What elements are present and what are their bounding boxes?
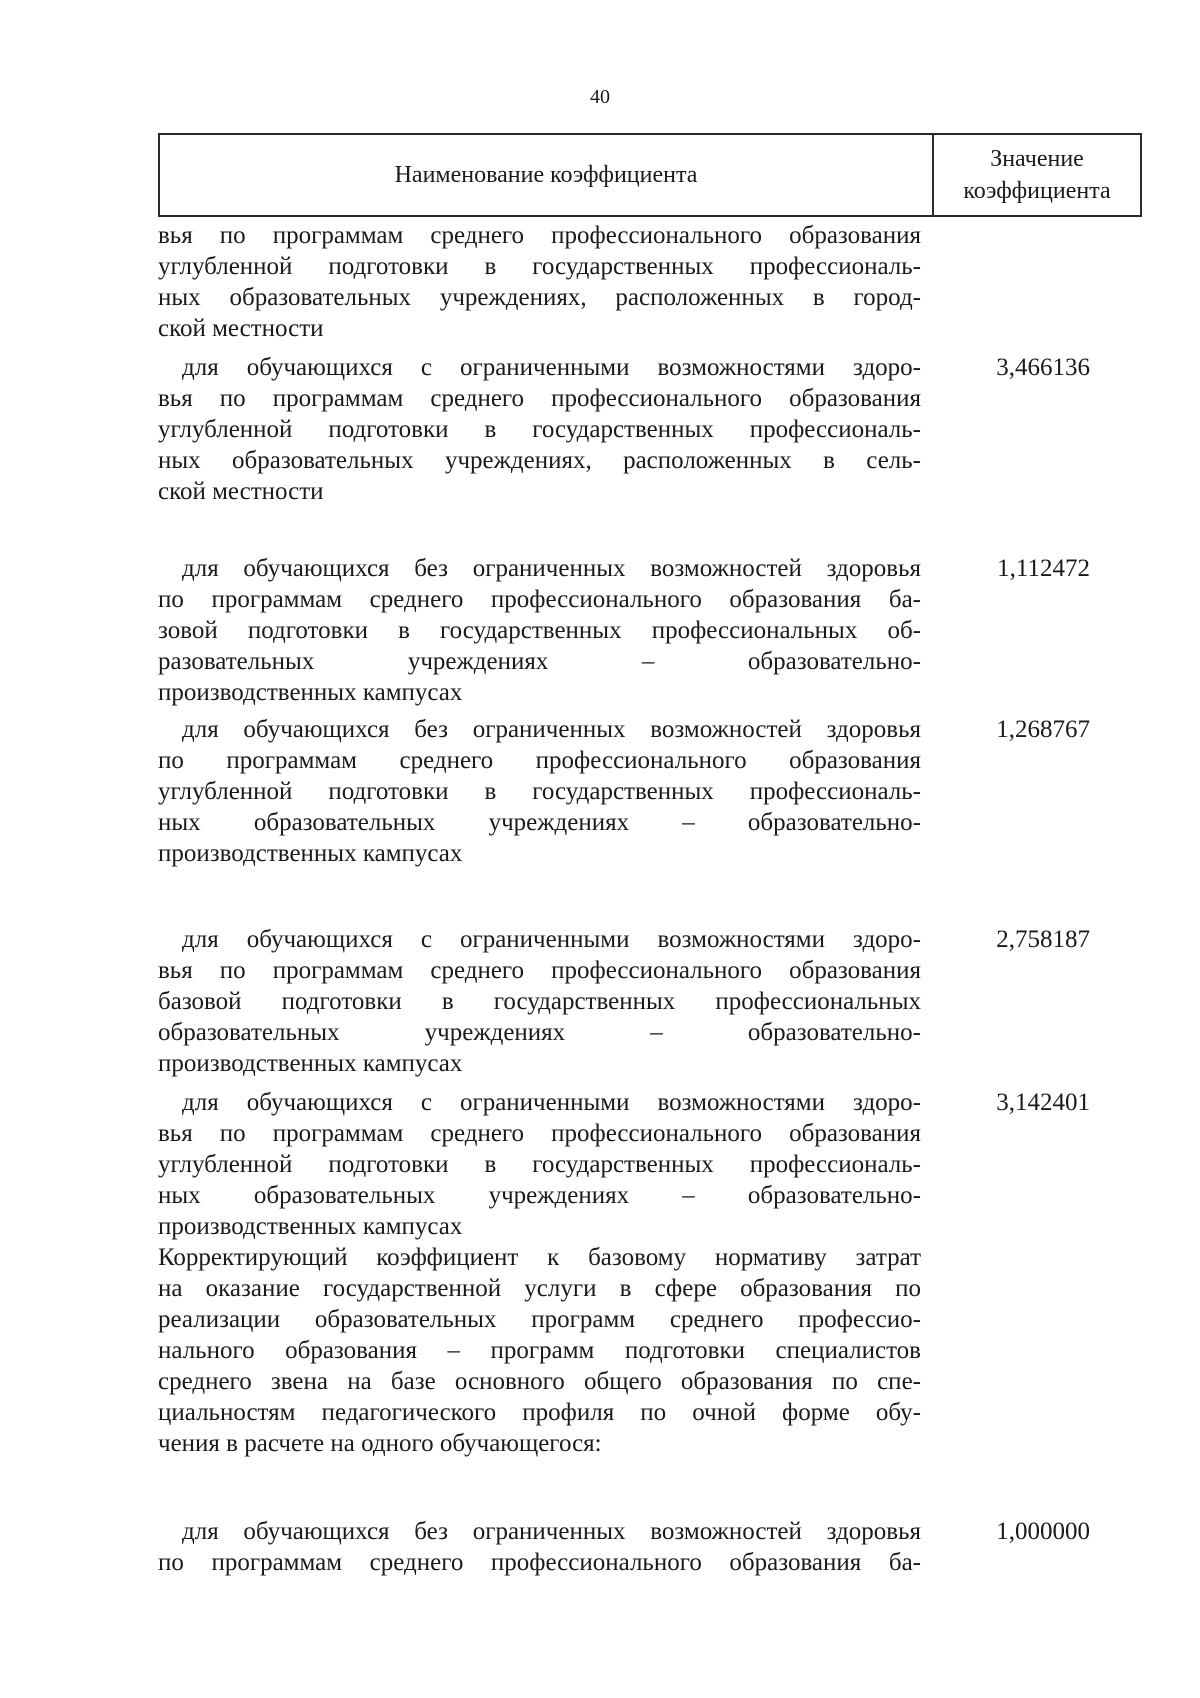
text-line: углубленной подготовки в государственных профессиональ-	[158, 778, 921, 805]
table-row	[158, 714, 1140, 869]
text-line: производственных кампусах	[158, 679, 463, 706]
text-line: Корректирующий коэффициент к базовому нормативу затрат	[158, 1244, 921, 1271]
table-row	[158, 924, 1140, 1079]
text-line: образовательных учреждениях – образовательно-	[158, 1019, 921, 1046]
text-line: базовой подготовки в государственных профессиональных	[158, 988, 921, 1015]
coefficient-value: 2,758187	[996, 926, 1090, 953]
coefficient-value: 3,142401	[996, 1089, 1090, 1116]
coefficient-name	[158, 1516, 921, 1578]
text-line: ской местности	[158, 478, 324, 505]
text-line: для обучающихся без ограниченных возможностей здоровья	[182, 716, 921, 743]
table-row	[158, 553, 1140, 708]
text-line: углубленной подготовки в государственных профессиональ-	[158, 416, 921, 443]
text-line: для обучающихся с ограниченными возможностями здоро-	[182, 354, 921, 381]
coefficient-name	[158, 714, 921, 869]
text-line: по программам среднего профессионального образования ба-	[158, 586, 921, 613]
coefficient-value: 1,000000	[996, 1518, 1090, 1545]
coefficient-name	[158, 352, 921, 507]
text-line: вья по программам среднего профессионального образования	[158, 222, 921, 249]
text-line: чения в расчете на одного обучающегося:	[158, 1430, 602, 1457]
table-row	[158, 1087, 1140, 1242]
text-line: вья по программам среднего профессионального образования	[158, 1120, 921, 1147]
table-header	[158, 133, 1142, 217]
coefficient-value: 3,466136	[996, 354, 1090, 381]
text-line: реализации образовательных программ среднего профессио-	[158, 1306, 921, 1333]
text-line: по программам среднего профессионального образования	[158, 747, 921, 774]
table-row	[158, 220, 1140, 344]
text-line: вья по программам среднего профессионального образования	[158, 957, 921, 984]
column-header-name: Наименование коэффициента	[160, 135, 934, 215]
coefficient-value	[921, 220, 1140, 344]
text-line: ных образовательных учреждениях, расположенных в город-	[158, 284, 921, 311]
text-line: зовой подготовки в государственных профессиональных об-	[158, 617, 921, 644]
text-line: ных образовательных учреждениях, расположенных в сель-	[158, 447, 921, 474]
text-line: циальностям педагогического профиля по очной форме обу-	[158, 1399, 921, 1426]
coefficient-name	[158, 220, 921, 344]
text-line: разовательных учреждениях – образовательно-	[158, 648, 921, 675]
coefficient-name	[158, 1087, 921, 1242]
column-header-value-line1: Значение	[990, 146, 1084, 172]
text-line: ных образовательных учреждениях – образовательно-	[158, 1182, 921, 1209]
text-line: для обучающихся без ограниченных возможностей здоровья	[182, 1518, 921, 1545]
text-line: для обучающихся с ограниченными возможностями здоро-	[182, 926, 921, 953]
table-row	[158, 1516, 1140, 1578]
text-line: производственных кампусах	[158, 840, 463, 867]
column-header-value	[934, 135, 1140, 215]
coefficient-value: 1,268767	[996, 716, 1090, 743]
text-line: по программам среднего профессионального образования ба-	[158, 1549, 921, 1576]
table-row	[158, 1242, 1140, 1459]
text-line: ных образовательных учреждениях – образовательно-	[158, 809, 921, 836]
coefficient-name	[158, 924, 921, 1079]
coefficient-name	[158, 553, 921, 708]
text-line: производственных кампусах	[158, 1213, 463, 1240]
text-line: на оказание государственной услуги в сфере образования по	[158, 1275, 921, 1302]
text-line: углубленной подготовки в государственных профессиональ-	[158, 1151, 921, 1178]
column-header-value-line2: коэффициента	[963, 178, 1111, 204]
text-line: среднего звена на базе основного общего образования по спе-	[158, 1368, 921, 1395]
coefficient-name	[158, 1242, 921, 1459]
text-line: углубленной подготовки в государственных профессиональ-	[158, 253, 921, 280]
page-number: 40	[590, 86, 610, 108]
text-line: ской местности	[158, 315, 324, 342]
text-line: для обучающихся с ограниченными возможностями здоро-	[182, 1089, 921, 1116]
text-line: для обучающихся без ограниченных возможностей здоровья	[182, 555, 921, 582]
coefficient-value: 1,112472	[997, 555, 1090, 582]
text-line: вья по программам среднего профессионального образования	[158, 385, 921, 412]
table-row	[158, 352, 1140, 507]
text-line: нального образования – программ подготовки специалистов	[158, 1337, 921, 1364]
text-line: производственных кампусах	[158, 1050, 463, 1077]
coefficient-value	[921, 1242, 1140, 1459]
